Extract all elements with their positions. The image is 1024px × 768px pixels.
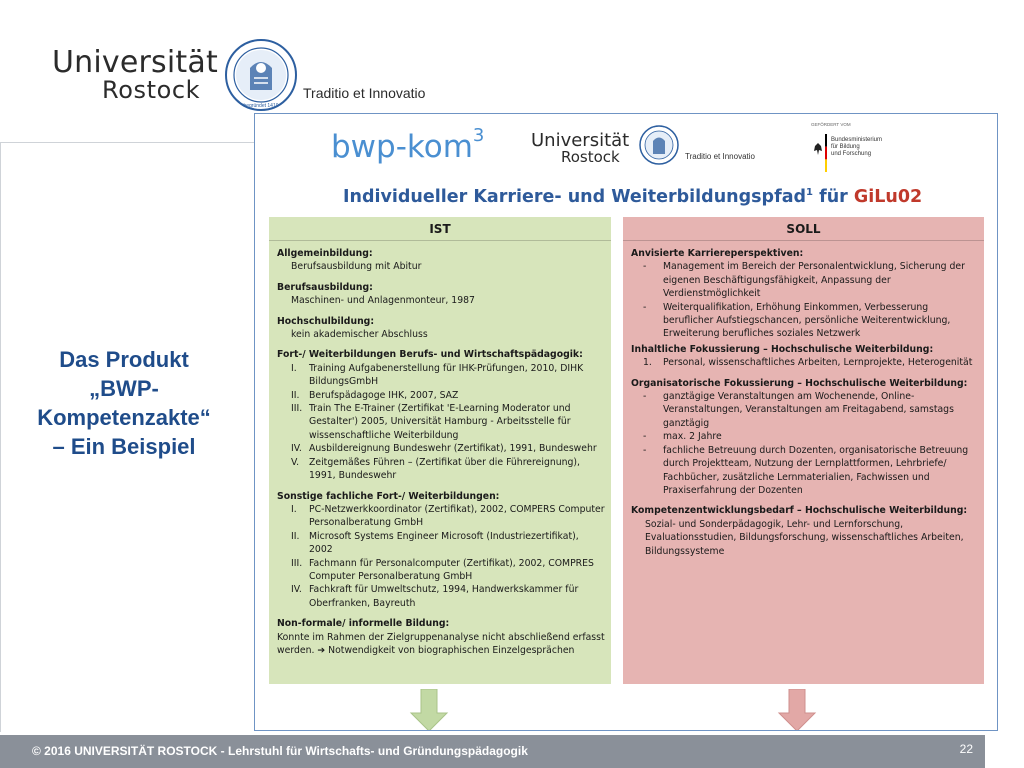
university-name-line1: Universität xyxy=(52,45,218,80)
federal-eagle-icon xyxy=(813,142,823,156)
ist-column-title: IST xyxy=(269,217,611,241)
list-item: III. Fachmann für Personalcomputer (Zertifikat), 2002, COMPRES Computer Personalberatung GmbH xyxy=(291,557,594,582)
project-logo: bwp-kom$^3$ xyxy=(331,125,485,165)
arrow-down-red-icon xyxy=(777,689,817,731)
list-item: II. Berufspädagoge IHK, 2007, SAZ xyxy=(291,389,459,401)
page-number: 22 xyxy=(959,742,973,756)
svg-text:begründet 1419: begründet 1419 xyxy=(243,103,279,109)
list-item: I. PC-Netzwerkkoordinator (Zertifikat), 2002, COMPERS Computer Personalberatung GmbH xyxy=(291,503,605,529)
embedded-document xyxy=(254,113,998,731)
list-item: 1. Personal, wissenschaftliches Arbeiten, Lernprojekte, Heterogenität xyxy=(643,357,973,369)
soll-column: SOLL Anvisierte Karriereperspektiven: - Management im Bereich der Personalentwicklung, Sicherung der eigenen Beschäftigungsfähigkeit, Anpassung der Verdienstmöglichkeit - Weiterqualifikation, Erhöhung Einkommen, Verbesserung beruflicher Aufstiegschancen, persönliche Weiterentwicklung, Erweiterung berufliches soziales Netzwerk Inhaltliche Fokussierung – Hochschulische Weiterbildung: 1. Personal, wissenschaftliches Arbeiten, Lernprojekte, Heterogenität Organisatorische Fokussierung – Hochschulische Weiterbildung: - ganztägige Veranstaltungen am Wochenende, Online-Veranstaltungen, Veranstaltungen am Freitagabend, samstags ganztägig - max. 2 Jahre - fachliche Betreuung durch Dozenten, organisatorische Betreuung durch Projektteam, Nutzung der Lernplattformen, Lehrbriefe/ Fachbücher, zusätzliche Lernmaterialien, Fachwissen und Praxiserfahrung der Dozenten Kompetenzentwicklungsbedarf – Hochschulische Weiterbildung: Sozial- und Sonderpädagogik, Lehr- und Lernforschung, Evaluationsstudien, Bildungsforschung, wissenschaftliches Arbeiten, Bildungssysteme xyxy=(623,217,984,684)
doc-university-seal-icon xyxy=(638,124,680,166)
list-item: II. Microsoft Systems Engineer Microsoft (Industriezertifikat), 2002 xyxy=(291,530,579,556)
list-item: IV. Fachkraft für Umweltschutz, 1994, Handwerkskammer für Oberfranken, Bayreuth xyxy=(291,584,579,609)
list-item: III. Train The E-Trainer (Zertifikat 'E-Learning Moderator und Gestalter') 2005, Universität Hamburg - Arbeitsstelle für wissenschaftliche Weiterbildung xyxy=(291,403,571,441)
divider-horizontal xyxy=(0,142,255,143)
doc-university-logo: Universität Rostock xyxy=(531,130,630,166)
university-seal-icon xyxy=(224,38,298,112)
ist-column: IST Allgemeinbildung: Berufsausbildung mit Abitur Berufsausbildung: Maschinen- und Anlagenmonteur, 1987 Hochschulbildung: kein akademischer Abschluss Fort-/ Weiterbildungen Berufs- und Wirtschaftspädagogik: I. Training Aufgabenerstellung für IHK-Prüfungen, 2010, DIHK BildungsGmbH II. Berufspädagoge IHK, 2007, SAZ III. Train The E-Trainer (Zertifikat 'E-Learning Moderator und Gestalter') 2005, Universität Hamburg - Arbeitsstelle für wissenschaftliche Weiterbildung IV. Ausbildereignung Bundeswehr (Zertifikat), 1991, Bundeswehr V. Zeitgemäßes Führen – (Zertifikat über die Führereignung), 1991, Bundeswehr Sonstige fachliche Fort-/ Weiterbildungen: I. PC-Netzwerkkoordinator (Zertifikat), 2002, COMPERS Computer Personalberatung GmbH II. Microsoft Systems Engineer Microsoft (Industriezertifikat), 2002 III. Fachmann für Personalcomputer (Zertifikat), 2002, COMPRES Computer Personalberatung GmbH IV. Fachkraft für Umweltschutz, 1994, Handwerkskammer für Oberfranken, Bayreuth Non-formale/ informelle Bildung: Konnte im Rahmen der Zielgruppenanalyse nicht abschließend erfasst werden. ➔ Notwendigkeit von biographischen Einzelgesprächen xyxy=(269,217,611,684)
list-item: - max. 2 Jahre xyxy=(643,431,722,443)
list-item: - Management im Bereich der Personalentwicklung, Sicherung der eigenen Beschäftigungsfähigkeit, Anpassung der Verdienstmöglichkeit xyxy=(643,261,965,300)
list-item: - Weiterqualifikation, Erhöhung Einkommen, Verbesserung beruflicher Aufstiegschancen, persönliche Weiterentwicklung, Erweiterung berufliches soziales Netzwerk xyxy=(643,301,951,340)
list-item: I. Training Aufgabenerstellung für IHK-Prüfungen, 2010, DIHK BildungsGmbH xyxy=(291,362,584,388)
footer-bar xyxy=(0,735,985,768)
university-motto: Traditio et Innovatio xyxy=(303,85,426,101)
university-logo-wordmark xyxy=(52,45,218,104)
list-item: V. Zeitgemäßes Führen – (Zertifikat über die Führereignung), 1991, Bundeswehr xyxy=(291,456,581,482)
university-name-line2: Rostock xyxy=(102,76,201,104)
slide-title-line1: Das Produkt xyxy=(59,347,189,372)
slide-title-line3: Kompetenzakte“ xyxy=(37,405,211,430)
list-item: - ganztägige Veranstaltungen am Wochenende, Online-Veranstaltungen, Veranstaltungen am Freitagabend, samstags ganztägig xyxy=(643,391,954,429)
list-item: - fachliche Betreuung durch Dozenten, organisatorische Betreuung durch Projektteam, Nutzung der Lernplattformen, Lehrbriefe/ Fachbücher, zusätzliche Lernmaterialien, Fachwissen und Praxiserfahrung der Dozenten xyxy=(643,444,969,496)
arrow-down-green-icon xyxy=(409,689,449,731)
slide-title-line2: „BWP- xyxy=(89,376,159,401)
slide-title xyxy=(8,345,240,461)
doc-university-motto: Traditio et Innovatio xyxy=(685,152,755,161)
sponsor-logo: GEFÖRDERT VOM Bundesministerium für Bildung und Forschung xyxy=(811,122,901,180)
list-item: IV. Ausbildereignung Bundeswehr (Zertifikat), 1991, Bundeswehr xyxy=(291,443,597,455)
footer-copyright: © 2016 UNIVERSITÄT ROSTOCK - Lehrstuhl für Wirtschafts- und Gründungspädagogik xyxy=(32,744,528,758)
german-flag-icon xyxy=(825,134,827,172)
soll-column-title: SOLL xyxy=(623,217,984,241)
document-heading: Individueller Karriere- und Weiterbildungspfad$^1$ für GiLu02 xyxy=(343,187,923,207)
slide-title-line4: – Ein Beispiel xyxy=(52,434,196,459)
divider-vertical xyxy=(0,142,1,732)
